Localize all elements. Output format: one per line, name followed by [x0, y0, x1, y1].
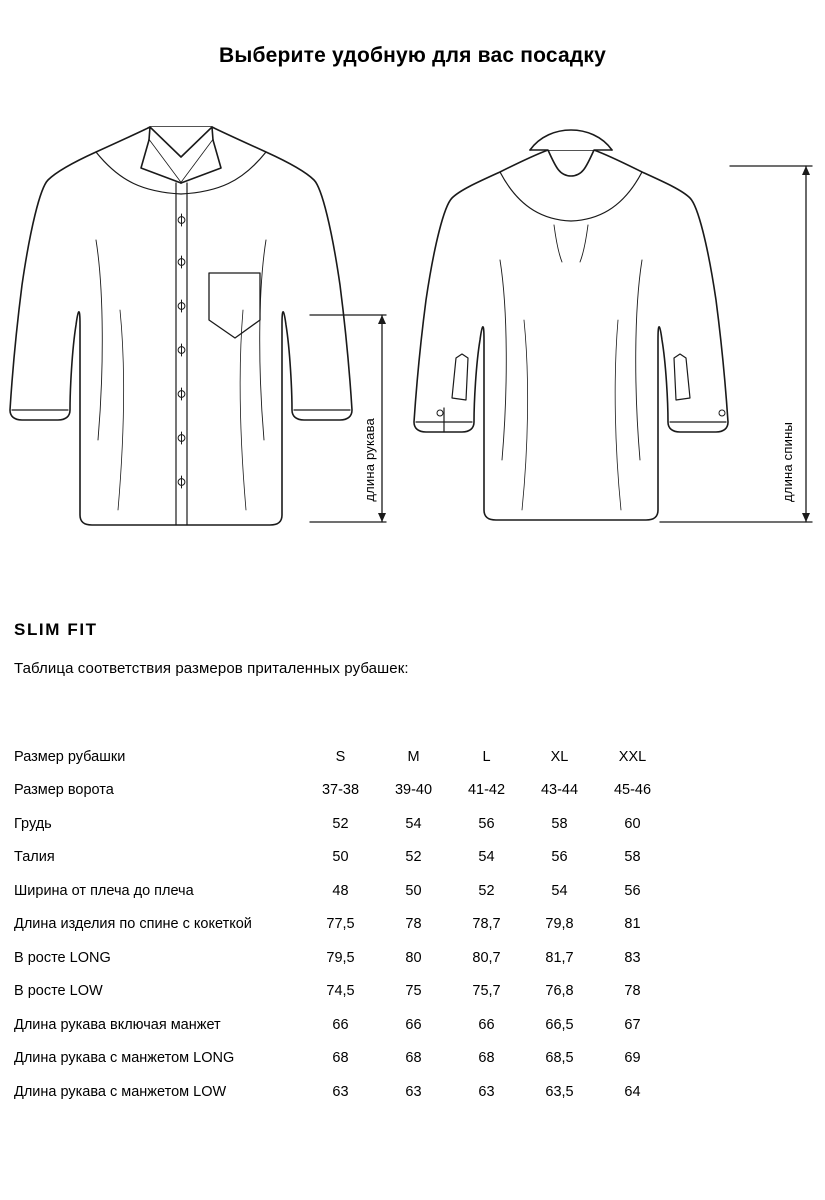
page-title: Выберите удобную для вас посадку [218, 44, 607, 67]
cell-value: 58 [551, 815, 568, 832]
back-length-label: длина спины [780, 422, 795, 502]
size-table [14, 740, 669, 1109]
fit-subtitle: Таблица соответствия размеров приталенных рубашек: [14, 660, 409, 677]
row-label: В росте LONG [14, 949, 111, 966]
cell-value: 79,5 [326, 949, 355, 966]
cell-value: 77,5 [326, 916, 355, 933]
cell-value: 52 [405, 849, 422, 866]
table-row [14, 841, 669, 875]
shirt-back-illustration [414, 130, 728, 520]
cell-value: 80,7 [472, 949, 501, 966]
cell-value: 78 [624, 983, 641, 1000]
column-header-m: M [407, 748, 420, 765]
row-label: Длина рукава включая манжет [14, 1016, 221, 1033]
row-label: Длина изделия по спине с кокеткой [14, 916, 252, 933]
column-header-l: L [482, 748, 491, 765]
cell-value: 66 [332, 1016, 349, 1033]
cell-value: 54 [478, 849, 495, 866]
cell-value: 67 [624, 1016, 641, 1033]
row-label: Грудь [14, 815, 52, 832]
cell-value: 80 [405, 949, 422, 966]
row-label: В росте LOW [14, 983, 103, 1000]
cell-value: 43-44 [540, 782, 579, 799]
table-header-row [14, 740, 669, 774]
cell-value: 78,7 [472, 916, 501, 933]
column-header-xxl: XXL [618, 748, 647, 765]
column-header-xl: XL [550, 748, 569, 765]
cell-value: 68 [478, 1050, 495, 1067]
cell-value: 41-42 [467, 782, 506, 799]
cell-value: 81,7 [545, 949, 574, 966]
shirt-front-illustration [10, 127, 352, 525]
cell-value: 66 [405, 1016, 422, 1033]
cell-value: 76,8 [545, 983, 574, 1000]
column-header-s: S [335, 748, 346, 765]
cell-value: 66 [478, 1016, 495, 1033]
table-row [14, 975, 669, 1009]
table-row [14, 1042, 669, 1076]
shirt-diagram-svg [0, 110, 825, 565]
cell-value: 52 [332, 815, 349, 832]
cell-value: 50 [405, 882, 422, 899]
cell-value: 79,8 [545, 916, 574, 933]
cell-value: 52 [478, 882, 495, 899]
cell-value: 68 [332, 1050, 349, 1067]
fit-name: SLIM FIT [14, 620, 98, 639]
table-row [14, 1075, 669, 1109]
row-label: Длина рукава с манжетом LONG [14, 1050, 235, 1067]
cell-value: 75 [405, 983, 422, 1000]
cell-value: 68 [405, 1050, 422, 1067]
cell-value: 45-46 [613, 782, 652, 799]
row-label: Размер ворота [14, 782, 114, 799]
row-label: Ширина от плеча до плеча [14, 882, 194, 899]
table-row [14, 807, 669, 841]
cell-value: 56 [624, 882, 641, 899]
cell-value: 56 [478, 815, 495, 832]
cell-value: 66,5 [545, 1016, 574, 1033]
sleeve-length-label: длина рукава [362, 418, 377, 502]
cell-value: 48 [332, 882, 349, 899]
row-label: Талия [14, 849, 55, 866]
cell-value: 60 [624, 815, 641, 832]
table-row [14, 874, 669, 908]
cell-value: 54 [551, 882, 568, 899]
cell-value: 63 [332, 1083, 349, 1100]
table-row [14, 908, 669, 942]
table-row [14, 774, 669, 808]
shirt-illustrations [0, 110, 825, 565]
cell-value: 75,7 [472, 983, 501, 1000]
cell-value: 63 [405, 1083, 422, 1100]
cell-value: 69 [624, 1050, 641, 1067]
column-header-label: Размер рубашки [14, 748, 126, 765]
cell-value: 74,5 [326, 983, 355, 1000]
cell-value: 56 [551, 849, 568, 866]
cell-value: 63 [478, 1083, 495, 1100]
cell-value: 58 [624, 849, 641, 866]
cell-value: 54 [405, 815, 422, 832]
cell-value: 81 [624, 916, 641, 933]
table-row [14, 941, 669, 975]
cell-value: 64 [624, 1083, 641, 1100]
row-label: Длина рукава с манжетом LOW [14, 1083, 227, 1100]
cell-value: 78 [405, 916, 422, 933]
table-row [14, 1008, 669, 1042]
cell-value: 63,5 [545, 1083, 574, 1100]
cell-value: 37-38 [321, 782, 360, 799]
cell-value: 39-40 [394, 782, 433, 799]
cell-value: 68,5 [545, 1050, 574, 1067]
cell-value: 83 [624, 949, 641, 966]
cell-value: 50 [332, 849, 349, 866]
